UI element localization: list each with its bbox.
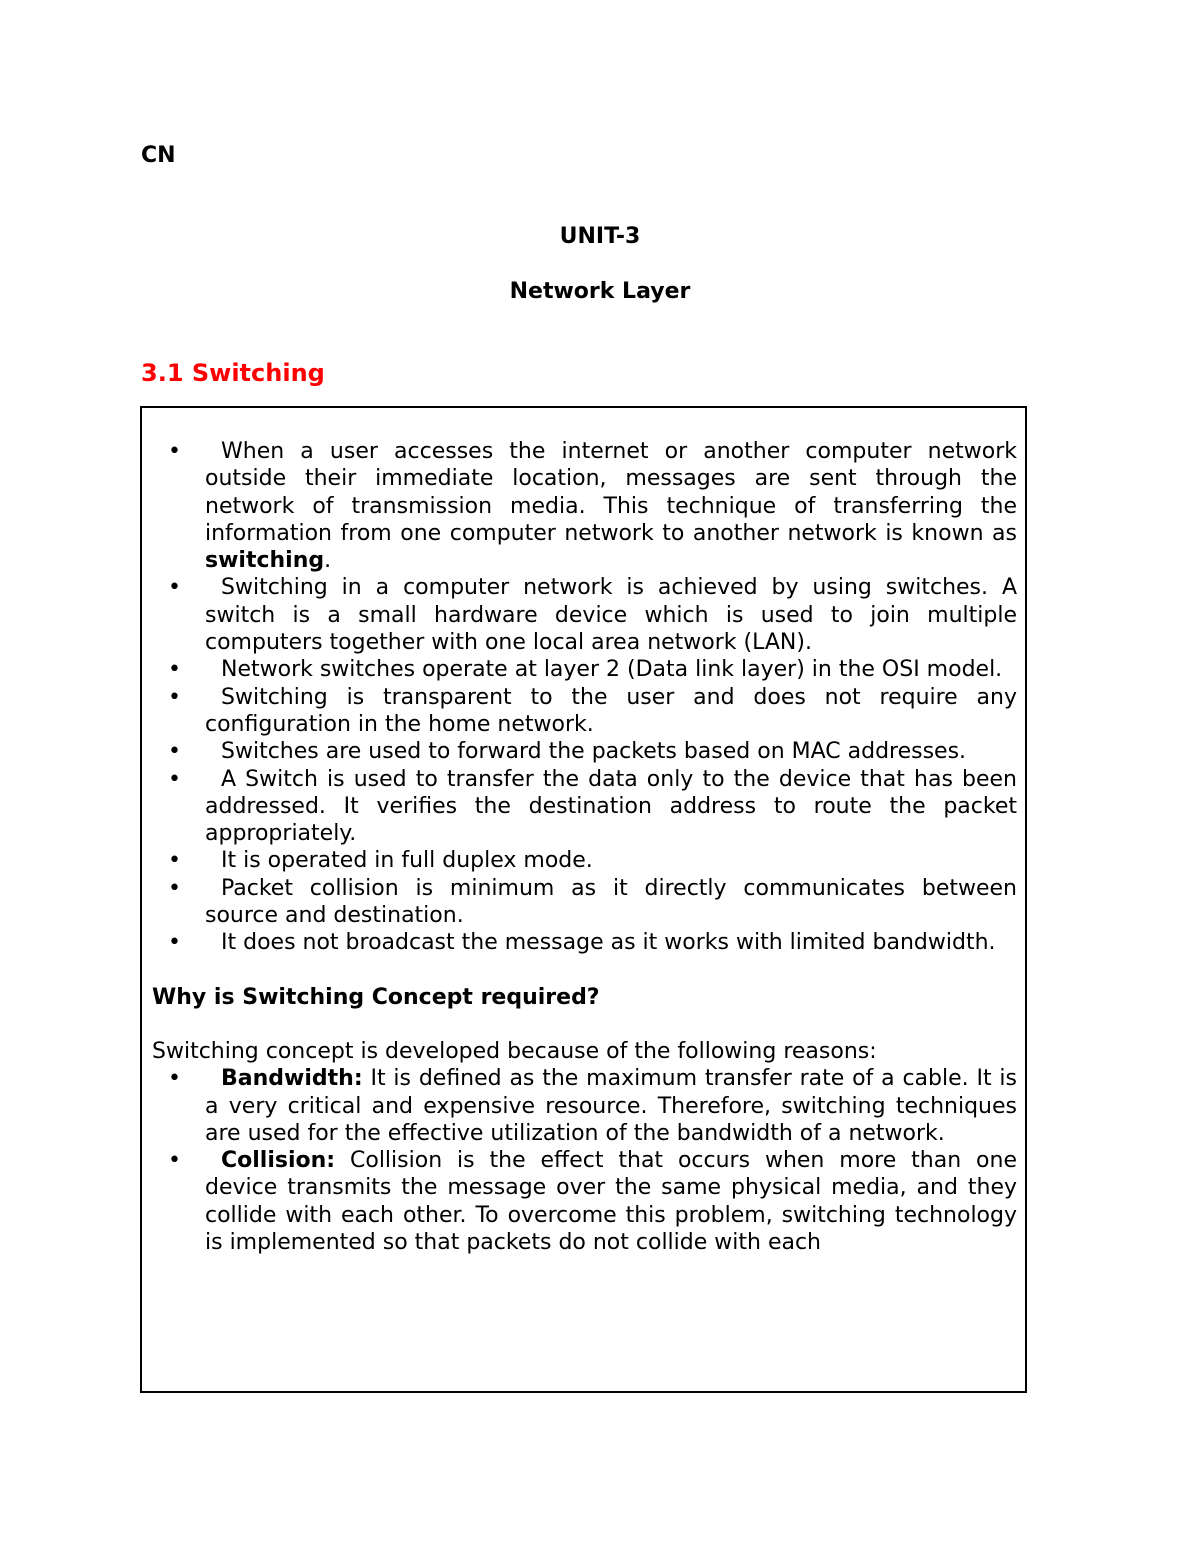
page-title: Network Layer <box>509 279 691 304</box>
why-heading: Why is Switching Concept required? <box>152 984 600 1010</box>
bullet-icon: • <box>168 766 181 792</box>
list-item <box>142 875 1017 930</box>
point-text-end: . <box>324 548 332 574</box>
reasons-list <box>142 1065 1017 1256</box>
point-text: Switching is transparent to the user and does not require any configuration in the home network. <box>205 684 1017 737</box>
list-item <box>142 438 1017 574</box>
reason-term: Bandwidth: <box>221 1066 363 1092</box>
bullet-icon: • <box>168 1066 181 1092</box>
bullet-icon: • <box>168 739 181 765</box>
bullet-icon: • <box>168 1148 181 1174</box>
bullet-icon: • <box>168 657 181 683</box>
point-text: A Switch is used to transfer the data only to the device that has been addressed. It verifies the destination address to route the packet appropriately. <box>205 766 1017 847</box>
list-item <box>142 574 1017 656</box>
bullet-icon: • <box>168 439 181 464</box>
point-text: It is operated in full duplex mode. <box>221 848 593 874</box>
bullet-icon: • <box>168 684 181 710</box>
bullet-icon: • <box>168 575 181 601</box>
point-text: Switching in a computer network is achieved by using switches. A switch is a small hardware device which is used to join multiple computers together with one local area network (LAN). <box>205 575 1017 656</box>
reason-text: It is defined as the maximum transfer rate of a cable. It is a very critical and expensive resource. Therefore, switching techniques are used for the effective utilization of the bandwidth of a network. <box>205 1066 1017 1146</box>
list-item <box>142 847 1017 874</box>
list-item <box>142 684 1017 739</box>
list-item <box>142 656 1017 683</box>
course-code: CN <box>141 143 176 168</box>
point-text: When a user accesses the internet or another computer network outside their immediate location, messages are sent through the network of transmission media. This technique of transferring the information from one computer network to another network is known as <box>205 439 1017 546</box>
point-text: Network switches operate at layer 2 (Data link layer) in the OSI model. <box>221 657 1003 683</box>
content-box-body <box>142 438 1017 1256</box>
point-text: Packet collision is minimum as it directly communicates between source and destination. <box>205 875 1017 929</box>
list-item <box>142 766 1017 848</box>
reason-term: Collision: <box>221 1148 336 1174</box>
list-item <box>142 738 1017 765</box>
content-box <box>140 406 1027 1393</box>
list-item <box>142 1147 1017 1256</box>
point-text: Switches are used to forward the packets based on MAC addresses. <box>221 739 967 765</box>
bullet-icon: • <box>168 930 181 956</box>
bullet-icon: • <box>168 848 181 874</box>
point-bold-term: switching <box>205 548 325 574</box>
bullet-icon: • <box>168 875 181 901</box>
why-intro: Switching concept is developed because of the following reasons: <box>152 1038 877 1064</box>
section-title: 3.1 Switching <box>141 359 325 387</box>
switching-points-list <box>142 438 1017 957</box>
reason-text: Collision is the effect that occurs when more than one device transmits the message over the same physical media, and they collide with each other. To overcome this problem, switching technology is implemented so that packets do not collide with each <box>205 1148 1017 1256</box>
list-item <box>142 1065 1017 1147</box>
point-text: It does not broadcast the message as it works with limited bandwidth. <box>221 930 996 956</box>
unit-title: UNIT-3 <box>559 224 641 249</box>
list-item <box>142 929 1017 956</box>
